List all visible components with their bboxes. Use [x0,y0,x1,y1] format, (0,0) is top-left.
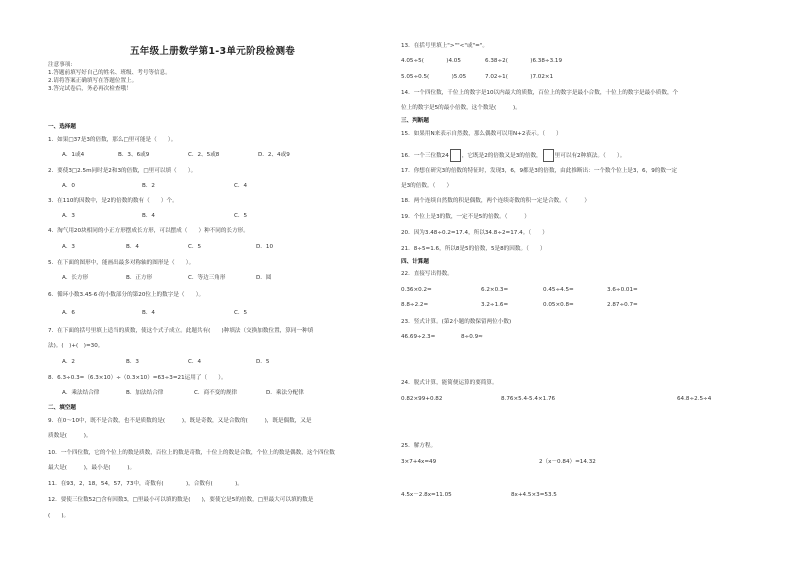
option: D．乘法分配律 [266,390,304,396]
option: C．等边三角形 [188,275,226,281]
question-12: 12．要使三位数52□含有因数3，□里最小可以填的数是( )，要使它是5的倍数，□里最大可以填的数是 [48,497,314,503]
vertical-calc-item: 46.69÷2.3= [401,334,436,340]
question-14: 14．一个四位数，千位上的数字是10以内最大的质数，百位上的数字是最小合数，十位上的数字是最小质数，个 [401,90,679,96]
question-2: 2．要使3□2.5m同时是2和3的倍数，□里可以填（ ）。 [48,168,197,174]
calc-item: 6.2×0.3= [481,287,509,293]
compare-item: 6.38÷2( )6.38÷3.19 [485,58,563,64]
question-25: 25．解方程。 [401,443,437,449]
option: D．2、4或9 [258,152,290,158]
option: C．4 [234,183,248,189]
stepwise-item: 8.76×5.4-5.4×1.76 [501,396,556,402]
option: C．5 [234,310,248,316]
option: A．1或4 [62,152,85,158]
option: A．3 [62,213,75,219]
equation-item: 3×7+4x=49 [401,459,437,465]
option: C．5 [234,213,248,219]
question-17: 17．你想在研究3的倍数的特征时，发现3，6，9都是3的倍数，由此推断出：一个数个位上是3，6，9的数一定 [401,168,678,174]
section-heading-fill: 二、填空题 [48,405,76,411]
option: A．2 [62,359,75,365]
question-18: 18．两个连续自然数的积是偶数，两个连续奇数的积一定是合数。（ ） [401,198,590,204]
option: B．3、6或9 [118,152,150,158]
section-heading-calc: 四、计算题 [401,259,429,265]
option: B．正方形 [126,275,153,281]
compare-item: 4.05÷5( )4.05 [401,58,461,64]
question-9-cont: 质数是( )。 [48,433,92,439]
notes-heading: 注意事项: [48,62,73,68]
calc-item: 0.45÷4.5= [543,287,574,293]
question-19: 19．个位上是3的数，一定不是5的倍数。（ ） [401,214,530,220]
question-10: 10．一个四位数，它的个位上的数是质数，百位上的数是奇数，十位上的数是合数，个位上的数是偶数，这个四位数 [48,450,335,456]
blank-box[interactable] [543,149,554,162]
option: A．3 [62,244,75,250]
equation-item: 4.5x－2.8x=11.05 [401,492,452,498]
question-1: 1．如果□37是3的倍数，那么□里可能是（ ）。 [48,137,177,143]
option: D．圆 [256,275,272,281]
equation-item: 2（x－0.84）=14.32 [539,459,596,465]
question-12-cont: ( )。 [48,513,70,519]
question-13: 13．在括号里填上">""<"或"="。 [401,43,488,49]
question-16 [401,149,625,162]
option: B．4 [142,310,155,316]
option: B．加法结合律 [126,390,164,396]
calc-item: 8.8÷2.2= [401,302,429,308]
question-23: 23．竖式计算。(第2小题的数保留两位小数) [401,319,512,325]
q16-pre: 16．一个三位数24 [401,153,449,159]
option: C．商不变的规律 [194,390,238,396]
exam-title: 五年级上册数学第1-3单元阶段检测卷 [130,46,296,57]
option: D．5 [256,359,270,365]
calc-item: 0.05×0.8= [543,302,574,308]
q16-post: 里可以有2种填法。（ ）。 [554,153,626,159]
question-4: 4．淘气用20块相同的小正方形摆成长方形，可以摆成（ ）种不同的长方形。 [48,228,249,234]
option: C．2、5或8 [188,152,220,158]
question-11: 11．在93，2，18，54，57，73中，奇数有( )，合数有( )。 [48,481,243,487]
question-5: 5．在下面的图形中，能画出最多对称轴的图形是（ ）。 [48,260,195,266]
section-heading-choice: 一、选择题 [48,124,76,130]
question-15: 15．如果用N来表示自然数，那么偶数可以用N+2表示。（ ） [401,131,562,137]
option: A．6 [62,310,75,316]
calc-item: 2.87÷0.7= [607,302,638,308]
question-14-cont: 位上的数字是5的最小倍数，这个数是( )。 [401,105,521,111]
option: B．2 [142,183,155,189]
option: B．4 [142,213,155,219]
vertical-calc-item: 8÷0.9≈ [461,334,483,340]
equation-item: 8x+4.5×3=53.5 [511,492,557,498]
option: A．乘法结合律 [62,390,100,396]
blank-box[interactable] [450,149,461,162]
question-7-cont: 法)。( )+( )=30。 [48,343,104,349]
question-6: 6．循环小数3.45·6·的小数部分的第20位上的数字是（ ）。 [48,292,205,298]
q16-mid: ，它既是2的倍数又是3的倍数， [461,153,542,159]
option: B．4 [126,244,139,250]
question-20: 20．因为3.48÷0.2=17.4，所以34.8÷2=17.4。（ ） [401,230,548,236]
option: B．3 [126,359,139,365]
question-9: 9．在0～10中，既不是合数，也不是质数的是( )，既是奇数，又是合数的( )，既是偶数，又是 [48,418,312,424]
note-item: 3.答完试卷后，务必再次检查哦！ [48,86,132,92]
note-item: 1.答题前填写好自己的姓名、班级、考号等信息。 [48,70,171,76]
calc-item: 3.2÷1.6= [481,302,509,308]
question-3: 3．在110的因数中，是2的倍数的数有（ ）个。 [48,198,178,204]
stepwise-item: 0.82×99+0.82 [401,396,443,402]
calc-item: 0.36×0.2= [401,287,432,293]
question-8: 8．6.3÷0.3=（6.3×10）÷（0.3×10）=63÷3=21运用了（ ）。 [48,375,227,381]
compare-item: 5.05÷0.5( )5.05 [401,74,467,80]
stepwise-item: 64.8÷2.5÷4 [677,396,712,402]
compare-item: 7.02÷1( )7.02×1 [485,74,554,80]
question-24: 24．脱式计算，能简便运算的要简算。 [401,380,498,386]
option: D．10 [256,244,274,250]
question-22: 22．直接写出得数。 [401,271,453,277]
option: C．4 [188,359,202,365]
option: C．5 [188,244,202,250]
calc-item: 3.6÷0.01= [607,287,638,293]
note-item: 2.请将答案正确填写在答题位置上。 [48,78,138,84]
option: A．长方形 [62,275,89,281]
question-17-cont: 是3的倍数。（ ） [401,183,453,189]
question-7: 7．在下面的括号里填上适当的质数，使这个式子成立。此题共有( )种填法（交换加数位置，算同一种填 [48,328,314,334]
section-heading-judge: 三、判断题 [401,118,429,124]
question-21: 21．8÷5=1.6，所以8是5的倍数，5是8的因数。（ ） [401,246,546,252]
question-10-cont: 最大是( )，最小是( )。 [48,465,136,471]
option: A．0 [62,183,75,189]
